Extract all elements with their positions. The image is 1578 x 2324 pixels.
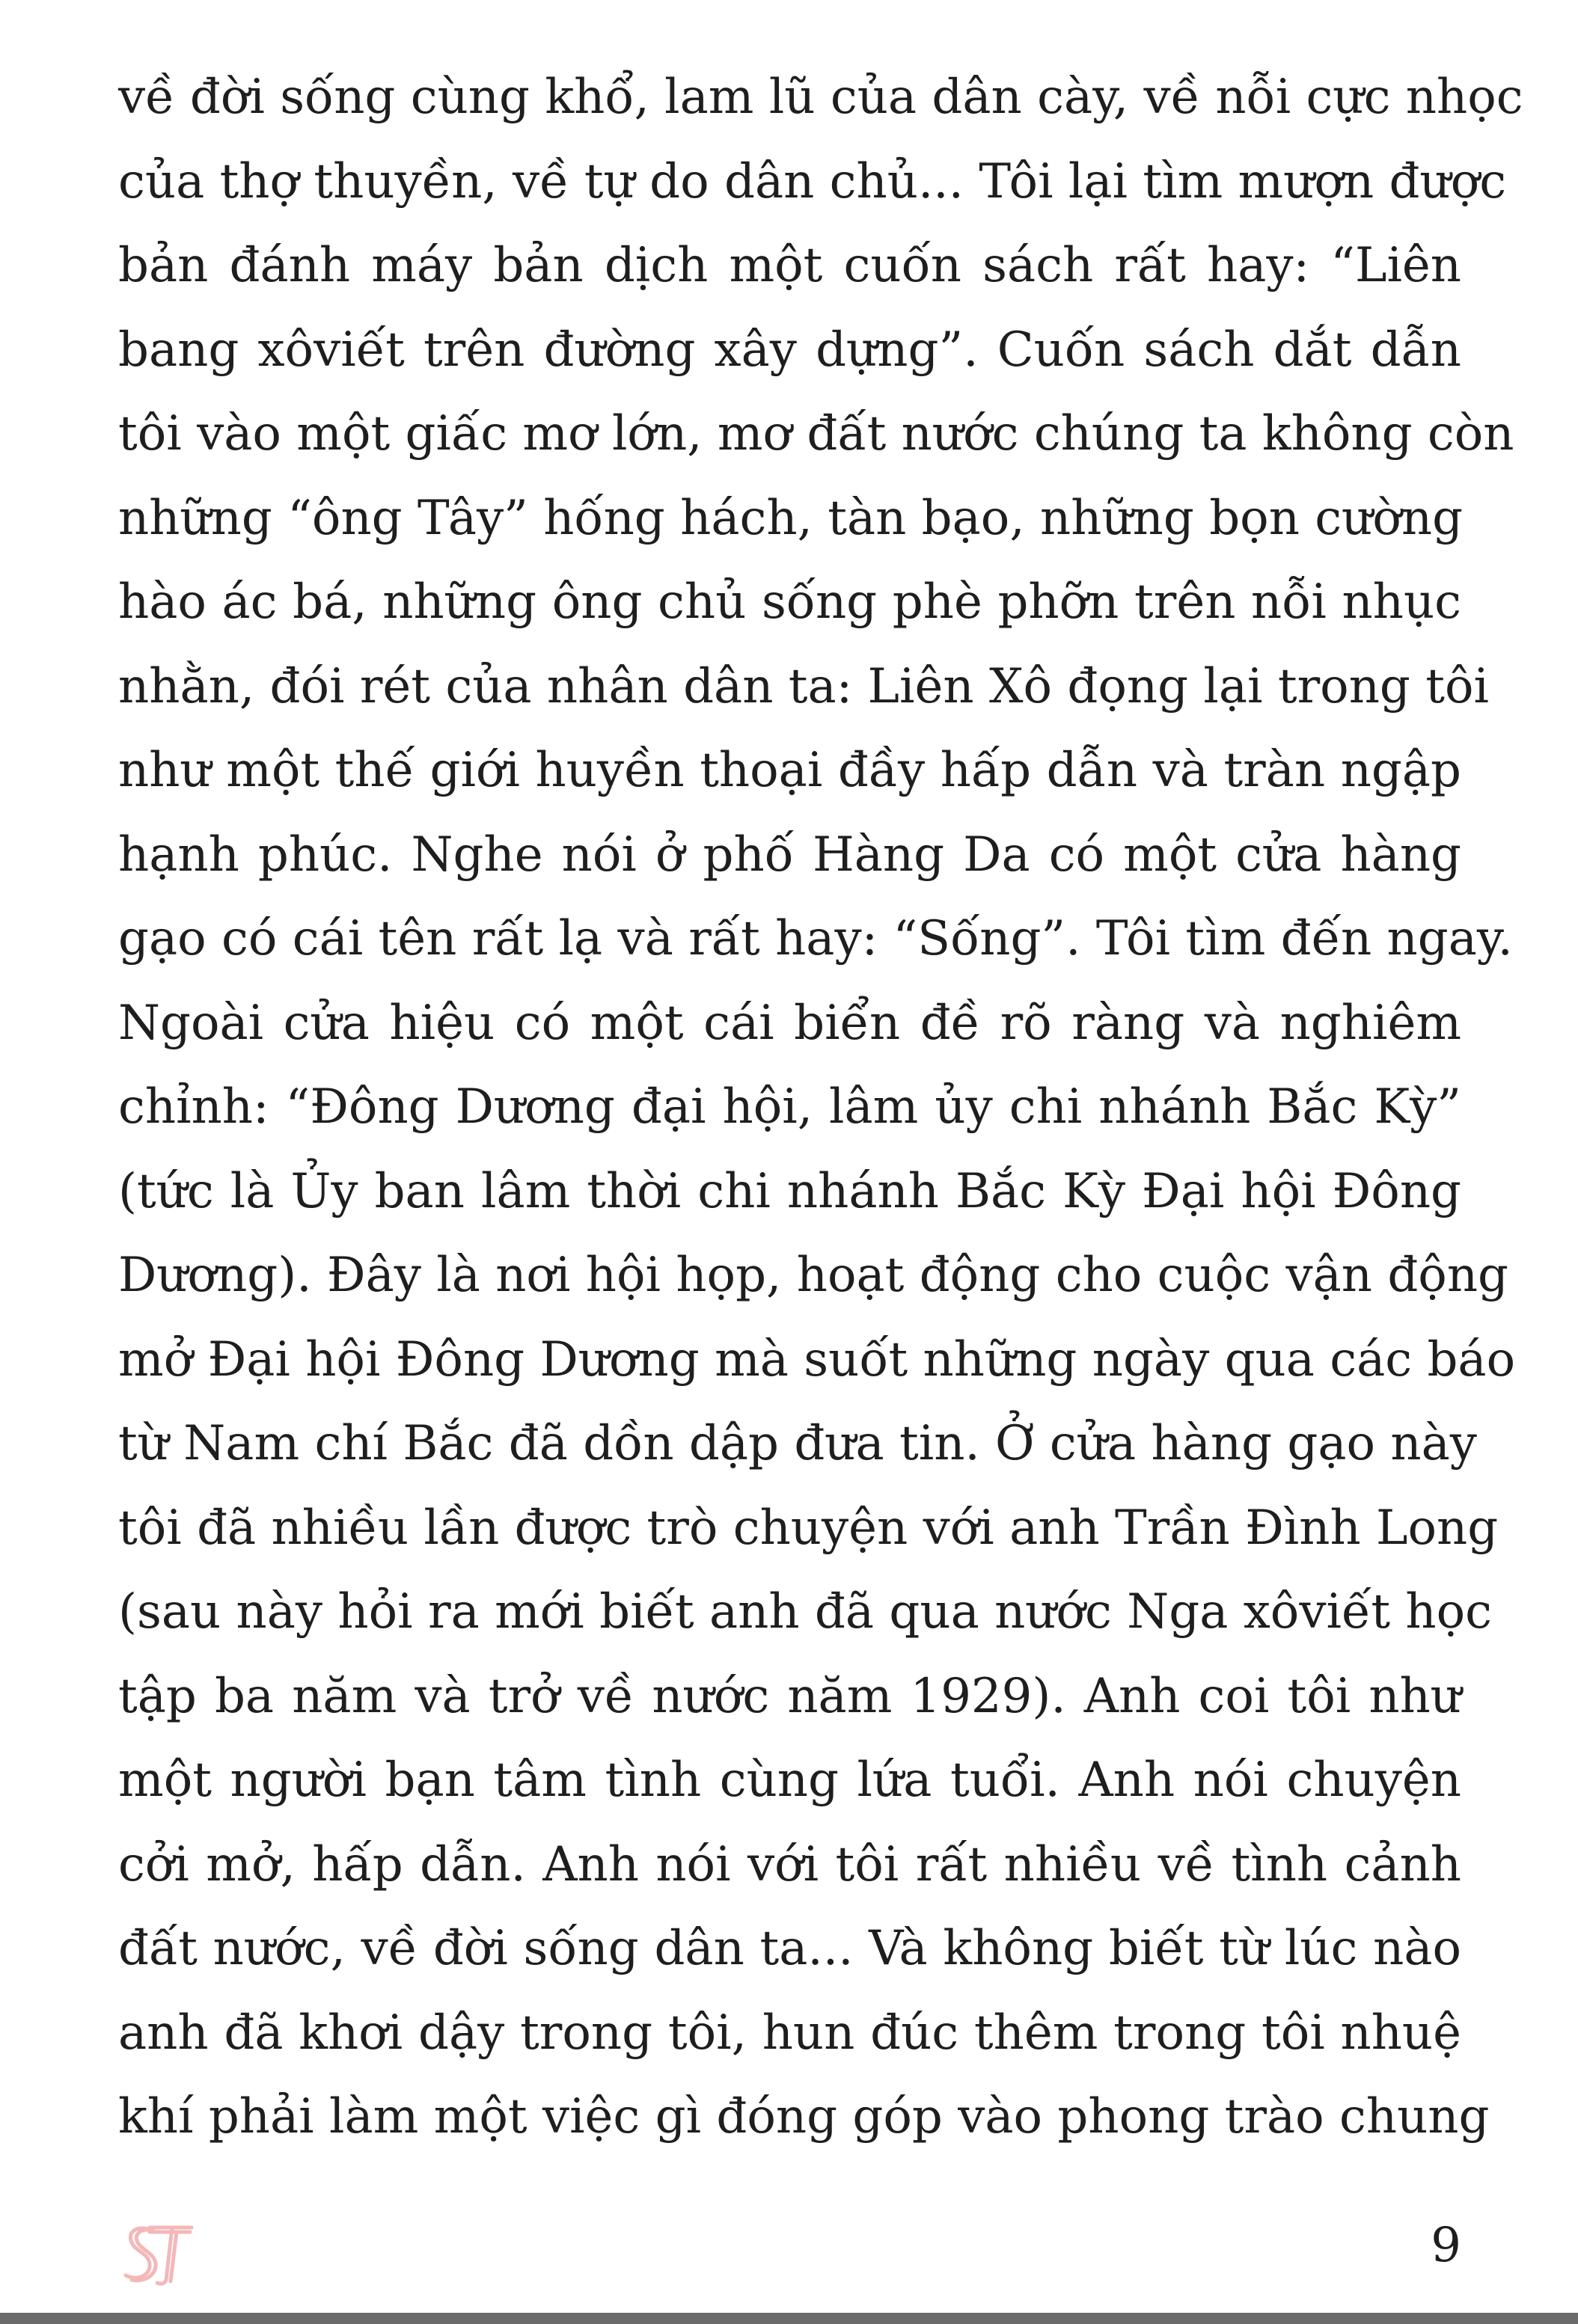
text-line: hạnh phúc. Nghe nói ở phố Hàng Da có một cửa hàng xyxy=(118,827,1461,883)
text-line: bang xôviết trên đường xây dựng”. Cuốn sách dắt dẫn xyxy=(118,322,1461,378)
text-line: chỉnh: “Đông Dương đại hội, lâm ủy chi nhánh Bắc Kỳ” xyxy=(118,1079,1461,1135)
text-line: Dương). Đây là nơi hội họp, hoạt động cho cuộc vận động xyxy=(118,1248,1508,1303)
text-line: anh đã khơi dậy trong tôi, hun đúc thêm trong tôi nhuệ xyxy=(118,2005,1461,2061)
bottom-border xyxy=(0,2313,1578,2324)
text-line: (sau này hỏi ra mới biết anh đã qua nước Nga xôviết học xyxy=(118,1584,1492,1640)
text-line: hào ác bá, những ông chủ sống phè phỡn trên nỗi nhục xyxy=(118,574,1461,630)
text-line: những “ông Tây” hống hách, tàn bạo, những bọn cường xyxy=(118,490,1464,546)
text-line: tôi đã nhiều lần được trò chuyện với anh Trần Đình Long xyxy=(118,1500,1499,1556)
text-line: như một thế giới huyền thoại đầy hấp dẫn và tràn ngập xyxy=(118,743,1461,798)
text-line: một người bạn tâm tình cùng lứa tuổi. Anh nói chuyện xyxy=(118,1753,1461,1808)
text-line: bản đánh máy bản dịch một cuốn sách rất hay: “Liên xyxy=(118,238,1461,293)
text-line: cởi mở, hấp dẫn. Anh nói với tôi rất nhiều về tình cảnh xyxy=(118,1836,1461,1892)
publisher-logo xyxy=(120,2220,195,2287)
text-line: (tức là Ủy ban lâm thời chi nhánh Bắc Kỳ Đại hội Đông xyxy=(118,1163,1461,1219)
text-line: Ngoài cửa hiệu có một cái biển đề rõ ràng và nghiêm xyxy=(118,995,1461,1051)
text-line: mở Đại hội Đông Dương mà suốt những ngày qua các báo xyxy=(118,1331,1516,1388)
text-line: từ Nam chí Bắc đã dồn dập đưa tin. Ở cửa hàng gạo này xyxy=(118,1416,1477,1471)
text-line: về đời sống cùng khổ, lam lũ của dân cày, về nỗi cực nhọc xyxy=(118,70,1523,125)
text-line: nhằn, đói rét của nhân dân ta: Liên Xô đọng lại trong tôi xyxy=(118,658,1489,714)
text-line: tôi vào một giấc mơ lớn, mơ đất nước chúng ta không còn xyxy=(118,406,1514,462)
body-text xyxy=(118,55,1523,2159)
text-line: của thợ thuyền, về tự do dân chủ... Tôi lại tìm mượn được xyxy=(118,153,1507,209)
text-line: khí phải làm một việc gì đóng góp vào phong trào chung xyxy=(118,2089,1490,2144)
text-line: tập ba năm và trở về nước năm 1929). Anh coi tôi như xyxy=(118,1668,1461,1724)
page-number: 9 xyxy=(1431,2218,1461,2273)
text-line: gạo có cái tên rất lạ và rất hay: “Sống”. Tôi tìm đến ngay. xyxy=(118,911,1513,966)
text-line: đất nước, về đời sống dân ta... Và không biết từ lúc nào xyxy=(118,1921,1461,1976)
